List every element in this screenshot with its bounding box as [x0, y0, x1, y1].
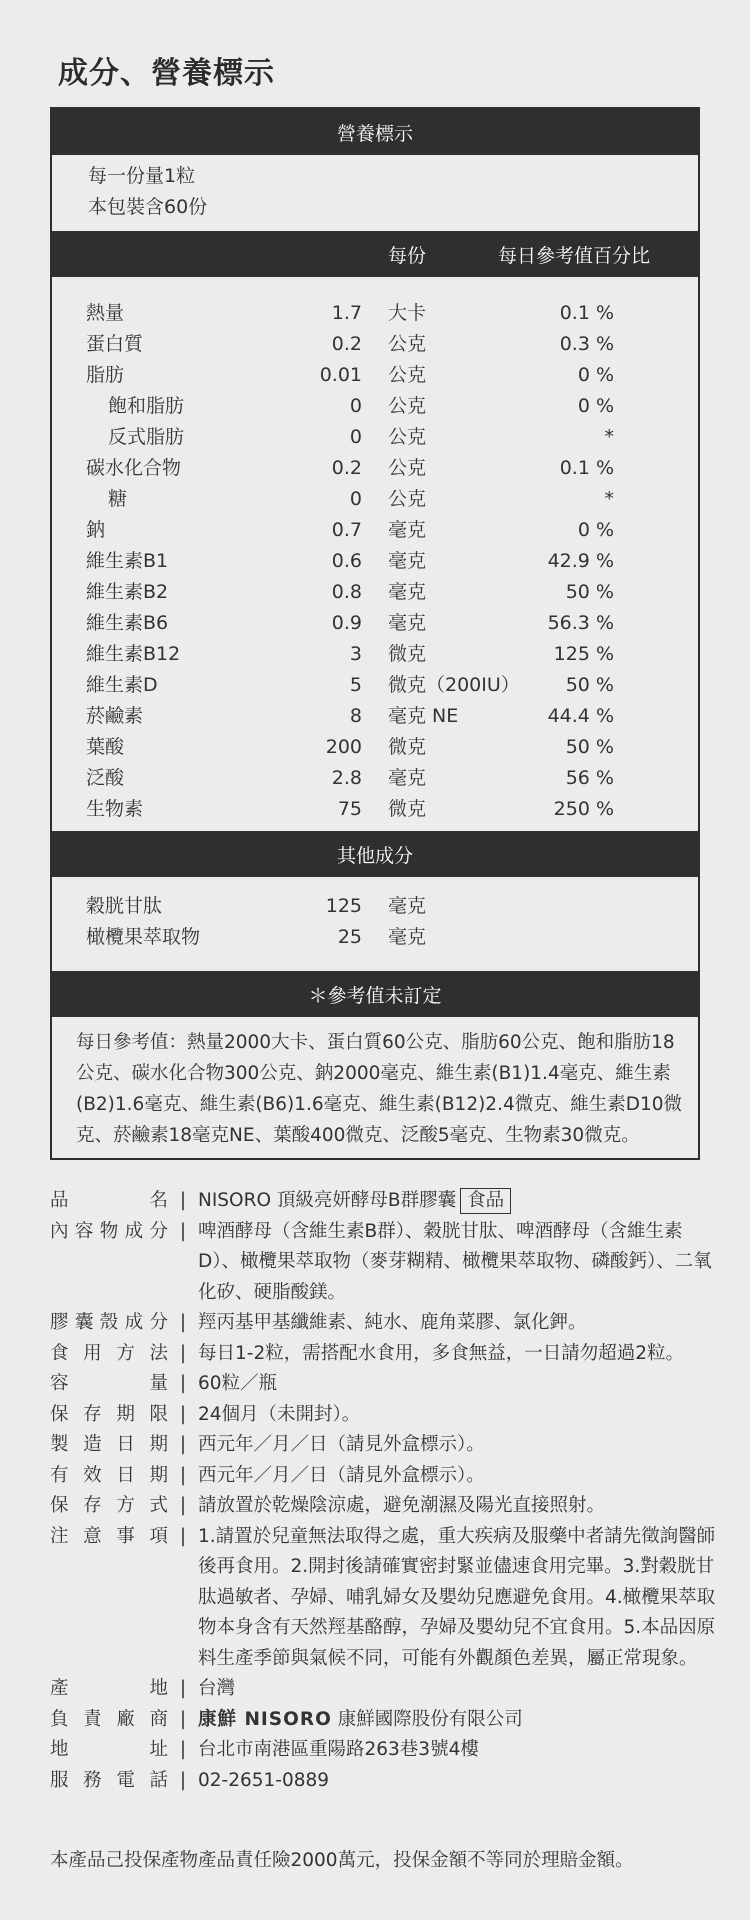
label-char: 量 — [149, 1373, 168, 1394]
label-char: 囊 — [74, 1312, 94, 1333]
nutrient-unit: 公克 — [388, 364, 427, 386]
label-char: 存 — [83, 1403, 102, 1425]
label-char: 負 — [50, 1708, 69, 1730]
ingredient-value: 25 — [337, 926, 362, 948]
label-char: 容 — [74, 1220, 94, 1242]
nutrient-row — [52, 794, 698, 825]
info-row-phone — [50, 1766, 720, 1797]
nutrient-row — [52, 422, 698, 453]
nutrient-row — [52, 546, 698, 577]
label-char: 話 — [149, 1769, 168, 1791]
nutrient-daily-pct: 50 % — [565, 736, 614, 758]
nutrient-unit: 公克 — [388, 333, 427, 355]
info-separator: | — [179, 1495, 187, 1516]
info-row-manufacturer — [50, 1705, 720, 1736]
product-info-list — [50, 1186, 720, 1796]
info-separator: | — [179, 1739, 187, 1760]
info-separator: | — [179, 1312, 187, 1333]
label-char: 用 — [83, 1342, 102, 1364]
nutrient-value: 75 — [337, 798, 362, 820]
nutrient-name: 碳水化合物 — [86, 457, 182, 479]
label-char: 效 — [83, 1464, 102, 1486]
reference-text: 每日參考值：熱量2000大卡、蛋白質60公克、脂肪60公克、飽和脂肪18公克、碳水化合物300公克、鈉2000毫克、維生素(B1)1.4毫克、維生素(B2)1.6毫克、維生素(B6)1.6毫克、維生素(B12)2.4微克、維生素D10微克、菸鹼素18毫克NE、葉酸400微克、泛酸5毫克、生物素30微克。 — [76, 1032, 683, 1146]
info-value-text: 02-2651-0889 — [198, 1769, 330, 1791]
label-char: 責 — [83, 1708, 102, 1730]
nutrient-name: 泛酸 — [86, 767, 125, 789]
nutrient-unit: 公克 — [388, 488, 427, 510]
info-value-text: 康鮮國際股份有限公司 — [337, 1708, 523, 1730]
info-value-text: 請放置於乾燥陰涼處，避免潮濕及陽光直接照射。 — [198, 1495, 606, 1516]
other-ingredients-header: 其他成分 — [52, 831, 698, 877]
nutrient-unit: 微克（200IU） — [388, 674, 520, 696]
nutrient-unit: 公克 — [388, 457, 427, 479]
nutrient-unit: 微克 — [388, 798, 427, 820]
nutrient-name: 反式脂肪 — [108, 426, 185, 448]
info-value-text: 24個月（未開封）。 — [198, 1403, 361, 1425]
nutrient-value: 0.01 — [319, 364, 362, 386]
info-separator: | — [179, 1678, 187, 1699]
nutrient-row — [52, 763, 698, 794]
info-value-text: 西元年／月／日（請見外盒標示）。 — [198, 1434, 485, 1455]
info-value — [198, 1308, 720, 1339]
info-value-text: 每日1-2粒，需搭配水食用，多食無益，一日請勿超過2粒。 — [198, 1342, 684, 1364]
insurance-footer: 本產品己投保產物產品責任險2000萬元，投保金額不等同於理賠金額。 — [50, 1850, 634, 1871]
ingredient-unit: 毫克 — [388, 895, 427, 917]
nutrient-row — [52, 360, 698, 391]
info-label — [50, 1735, 168, 1766]
nutrient-value: 8 — [349, 705, 362, 727]
nutrition-facts-table — [50, 107, 700, 1160]
label-char: 存 — [83, 1495, 102, 1516]
ingredient-unit: 毫克 — [388, 926, 427, 948]
info-row-capsule-shell — [50, 1308, 720, 1339]
nutrient-row — [52, 608, 698, 639]
nutrient-row — [52, 453, 698, 484]
info-value-text: 羥丙基甲基纖維素、純水、鹿角菜膠、氯化鉀。 — [198, 1312, 587, 1333]
nutrient-name: 飽和脂肪 — [108, 395, 185, 417]
label-char: 分 — [149, 1312, 168, 1333]
nutrient-row — [52, 670, 698, 701]
label-char: 務 — [83, 1769, 102, 1791]
label-char: 式 — [149, 1495, 168, 1516]
nutrient-daily-pct: * — [604, 488, 614, 510]
nutrient-daily-pct: 0 % — [577, 364, 614, 386]
label-char: 期 — [116, 1403, 135, 1425]
nutrient-value: 200 — [325, 736, 362, 758]
label-char: 保 — [50, 1495, 69, 1516]
nutrient-unit: 公克 — [388, 395, 427, 417]
info-label — [50, 1522, 168, 1675]
info-row-shelf-life — [50, 1400, 720, 1431]
info-separator: | — [179, 1220, 187, 1242]
nutrient-daily-pct: 42.9 % — [547, 550, 614, 572]
nutrient-name: 菸鹼素 — [86, 705, 144, 727]
label-char: 品 — [50, 1190, 69, 1211]
info-value — [198, 1522, 720, 1675]
label-char: 製 — [50, 1434, 69, 1455]
nutrient-value: 0 — [349, 488, 362, 510]
info-value — [198, 1735, 720, 1766]
nutrient-daily-pct: * — [604, 426, 614, 448]
nutrient-row — [52, 484, 698, 515]
info-value — [198, 1491, 720, 1522]
nutrient-daily-pct: 56.3 % — [547, 612, 614, 634]
label-char: 注 — [50, 1525, 69, 1547]
nutrient-name: 脂肪 — [86, 364, 125, 386]
info-value-text: NISORO 頂級亮妍酵母B群膠囊 — [198, 1190, 457, 1211]
label-char: 容 — [50, 1373, 69, 1394]
nutrient-row — [52, 701, 698, 732]
info-separator: | — [179, 1403, 187, 1425]
nutrient-unit: 毫克 — [388, 581, 427, 603]
nutrient-value: 0.6 — [331, 550, 362, 572]
info-label — [50, 1430, 168, 1461]
nutrient-daily-pct: 0 % — [577, 519, 614, 541]
info-label — [50, 1491, 168, 1522]
label-char: 成 — [124, 1220, 144, 1242]
label-char: 意 — [83, 1525, 102, 1547]
nutrient-value: 1.7 — [331, 302, 362, 324]
info-label — [50, 1400, 168, 1431]
nutrient-daily-pct: 125 % — [553, 643, 614, 665]
label-char: 地 — [50, 1739, 69, 1760]
nutrient-unit: 毫克 — [388, 519, 427, 541]
info-separator: | — [179, 1342, 187, 1364]
reference-header: ＊參考值未訂定 — [52, 971, 698, 1017]
label-char: 食 — [50, 1342, 69, 1364]
nutrient-daily-pct: 50 % — [565, 674, 614, 696]
label-char: 期 — [149, 1464, 168, 1486]
label-char: 有 — [50, 1464, 69, 1486]
nutrient-row — [52, 391, 698, 422]
info-label — [50, 1461, 168, 1492]
label-char: 商 — [149, 1708, 168, 1730]
label-char: 物 — [99, 1220, 119, 1242]
label-char: 成 — [124, 1312, 144, 1333]
info-label — [50, 1339, 168, 1370]
ingredient-value: 125 — [325, 895, 362, 917]
nutrient-daily-pct: 0.1 % — [559, 457, 614, 479]
nutrient-daily-pct: 0 % — [577, 395, 614, 417]
nutrient-value: 0.8 — [331, 581, 362, 603]
nutrient-unit: 毫克 — [388, 612, 427, 634]
nutrient-row — [52, 577, 698, 608]
info-value — [198, 1186, 720, 1217]
label-char: 產 — [50, 1678, 69, 1699]
info-value — [198, 1339, 720, 1370]
label-char: 方 — [116, 1495, 135, 1516]
info-row-ingredients — [50, 1217, 720, 1309]
nutrient-name: 熱量 — [86, 302, 125, 324]
nutrient-name: 維生素B1 — [86, 550, 169, 572]
nutrient-value: 0.2 — [331, 333, 362, 355]
food-tag: 食品 — [460, 1188, 511, 1214]
info-label — [50, 1186, 168, 1217]
column-daily-value: 每日參考值百分比 — [498, 244, 651, 267]
nutrient-value: 0.9 — [331, 612, 362, 634]
nutrient-name: 葉酸 — [86, 736, 125, 758]
nutrient-unit: 大卡 — [388, 302, 427, 324]
label-char: 日 — [116, 1464, 135, 1486]
label-char: 址 — [149, 1739, 168, 1760]
info-row-capacity — [50, 1369, 720, 1400]
info-row-storage — [50, 1491, 720, 1522]
info-label — [50, 1674, 168, 1705]
nutrient-value: 0 — [349, 395, 362, 417]
info-value — [198, 1461, 720, 1492]
info-row-manufacture-date — [50, 1430, 720, 1461]
label-char: 限 — [149, 1403, 168, 1425]
nutrient-name: 維生素B12 — [86, 643, 181, 665]
nutrient-daily-pct: 0.3 % — [559, 333, 614, 355]
page-title: 成分、營養標示 — [58, 56, 275, 91]
info-separator: | — [179, 1708, 187, 1730]
ingredient-name: 穀胱甘肽 — [86, 895, 163, 917]
nutrient-unit: 毫克 — [388, 767, 427, 789]
nutrient-value: 2.8 — [331, 767, 362, 789]
label-char: 殼 — [99, 1312, 119, 1333]
brand-logo: 康鮮 NISORO — [198, 1708, 332, 1730]
nutrient-name: 鈉 — [86, 519, 106, 541]
ingredient-name: 橄欖果萃取物 — [86, 926, 201, 948]
nutrient-unit: 毫克 NE — [388, 705, 459, 727]
label-char: 造 — [83, 1434, 102, 1455]
nutrient-row — [52, 732, 698, 763]
nutrient-name: 維生素B2 — [86, 581, 169, 603]
label-char: 日 — [116, 1434, 135, 1455]
info-separator: | — [179, 1434, 187, 1455]
label-char: 名 — [149, 1190, 168, 1211]
nutrient-value: 0.2 — [331, 457, 362, 479]
info-value-text: 60粒／瓶 — [198, 1373, 278, 1394]
nutrient-unit: 微克 — [388, 736, 427, 758]
label-char: 內 — [50, 1220, 69, 1242]
nutrient-value: 3 — [349, 643, 362, 665]
serving-size: 每一份量1粒 — [88, 165, 196, 187]
label-char: 電 — [116, 1769, 135, 1791]
nutrient-value: 0 — [349, 426, 362, 448]
nutrient-name: 維生素D — [86, 674, 158, 696]
info-value-text: 台灣 — [198, 1678, 236, 1699]
info-separator: | — [179, 1525, 187, 1547]
column-per-serving: 每份 — [388, 244, 427, 267]
info-separator: | — [179, 1373, 187, 1394]
nutrient-daily-pct: 56 % — [565, 767, 614, 789]
info-row-product-name — [50, 1186, 720, 1217]
info-label — [50, 1369, 168, 1400]
nutrient-name: 維生素B6 — [86, 612, 169, 634]
nutrient-daily-pct: 50 % — [565, 581, 614, 603]
info-row-address — [50, 1735, 720, 1766]
info-label — [50, 1705, 168, 1736]
nutrient-unit: 毫克 — [388, 550, 427, 572]
info-row-usage — [50, 1339, 720, 1370]
info-value — [198, 1369, 720, 1400]
label-char: 事 — [116, 1525, 135, 1547]
label-char: 廠 — [116, 1708, 135, 1730]
info-value-text: 西元年／月／日（請見外盒標示）。 — [198, 1464, 485, 1486]
info-value — [198, 1400, 720, 1431]
info-value — [198, 1674, 720, 1705]
nutrient-row — [52, 329, 698, 360]
label-char: 期 — [149, 1434, 168, 1455]
info-value-text: 台北市南港區重陽路263巷3號4樓 — [198, 1739, 479, 1760]
info-label — [50, 1766, 168, 1797]
nutrient-row — [52, 515, 698, 546]
nutrient-name: 糖 — [108, 488, 128, 510]
info-row-notes — [50, 1522, 720, 1675]
other-ingredient-row — [52, 891, 698, 922]
info-separator: | — [179, 1464, 187, 1486]
label-char: 服 — [50, 1769, 69, 1791]
label-char: 膠 — [50, 1312, 69, 1333]
nutrient-daily-pct: 250 % — [553, 798, 614, 820]
info-row-expiry-date — [50, 1461, 720, 1492]
info-value-text: 啤酒酵母（含維生素B群）、穀胱甘肽、啤酒酵母（含維生素D）、橄欖果萃取物（麥芽糊精、橄欖果萃取物、磷酸鈣）、二氧化矽、硬脂酸鎂。 — [198, 1220, 712, 1303]
label-char: 分 — [149, 1220, 168, 1242]
nutrient-name: 生物素 — [86, 798, 144, 820]
info-value-text: 1.請置於兒童無法取得之處，重大疾病及服藥中者請先徵詢醫師後再食用。2.開封後請確實密封緊並儘速食用完畢。3.對穀胱甘肽過敏者、孕婦、哺乳婦女及嬰幼兒應避免食用。4.橄欖果萃取物本身含有天然羥基酪醇，孕婦及嬰幼兒不宜食用。5.本品因原料生產季節與氣候不同，可能有外觀顏色差異，屬正常現象。 — [198, 1525, 716, 1669]
nutrient-daily-pct: 0.1 % — [559, 302, 614, 324]
nutrient-unit: 微克 — [388, 643, 427, 665]
label-char: 保 — [50, 1403, 69, 1425]
info-row-origin — [50, 1674, 720, 1705]
other-ingredient-row — [52, 922, 698, 953]
nutrient-name: 蛋白質 — [86, 333, 144, 355]
info-value — [198, 1705, 720, 1736]
label-char: 法 — [149, 1342, 168, 1364]
nutrient-daily-pct: 44.4 % — [547, 705, 614, 727]
info-label — [50, 1217, 168, 1309]
nutrient-unit: 公克 — [388, 426, 427, 448]
info-value — [198, 1766, 720, 1797]
label-char: 項 — [149, 1525, 168, 1547]
nutrient-value: 0.7 — [331, 519, 362, 541]
label-char: 方 — [116, 1342, 135, 1364]
nutrition-column-header — [52, 231, 698, 277]
info-label — [50, 1308, 168, 1339]
nutrition-header: 營養標示 — [52, 109, 698, 155]
nutrient-row — [52, 639, 698, 670]
info-value — [198, 1430, 720, 1461]
nutrient-value: 5 — [349, 674, 362, 696]
info-separator: | — [179, 1190, 187, 1211]
label-char: 地 — [149, 1678, 168, 1699]
nutrient-row — [52, 298, 698, 329]
info-separator: | — [179, 1769, 187, 1791]
servings-per-pack: 本包裝含60份 — [88, 196, 208, 218]
info-value — [198, 1217, 720, 1309]
